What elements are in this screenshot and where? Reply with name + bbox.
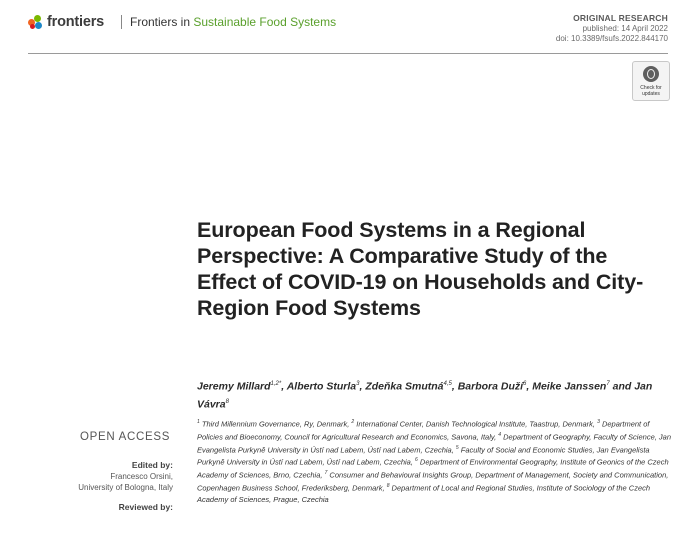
author-list xyxy=(197,377,672,412)
check-for-updates-button[interactable] xyxy=(632,61,670,101)
affiliation-text: Third Millennium Governance, Ry, Denmark, xyxy=(199,419,352,429)
author-name[interactable]: Jeremy Millard xyxy=(197,380,271,393)
doi[interactable]: doi: 10.3389/fsufs.2022.844170 xyxy=(555,34,668,43)
check-updates-label: Check for updates xyxy=(640,85,662,97)
author-name[interactable]: Alberto Sturla xyxy=(286,380,357,393)
affiliation-number: 7 xyxy=(324,470,328,477)
author-affiliation-number: 8 xyxy=(225,398,229,405)
author-separator: , xyxy=(359,380,366,393)
author-affiliation-number: 4,5 xyxy=(443,381,452,387)
edited-by-label: Edited by: xyxy=(131,460,173,470)
author-separator: and xyxy=(609,380,635,393)
affiliation-number: 8 xyxy=(386,482,390,489)
logo-text: frontiers xyxy=(47,14,105,30)
frontiers-logo[interactable] xyxy=(28,14,104,30)
affiliation-text: Consumer and Behavioural Insights Group, Department of Management, Society and Communication, Copenhagen Business School, Frederiksberg, Denmark, xyxy=(197,470,669,493)
author-affiliation-number: 6 xyxy=(523,381,527,387)
reviewed-by-label: Reviewed by: xyxy=(118,502,173,512)
affiliations xyxy=(197,417,673,505)
affiliation-number: 6 xyxy=(415,457,418,464)
affiliation-number: 4 xyxy=(498,431,502,438)
frontiers-logo-icon xyxy=(28,15,43,30)
author-separator: , xyxy=(451,380,458,393)
author-affiliation-number: 1,2* xyxy=(270,381,282,387)
affiliation-number: 2 xyxy=(351,419,355,425)
author-name[interactable]: Jan Vávra xyxy=(197,380,653,410)
editor-affiliation: University of Bologna, Italy xyxy=(78,483,173,492)
published-date: published: 14 April 2022 xyxy=(582,24,668,33)
journal-prefix: Frontiers in xyxy=(130,15,194,29)
article-meta xyxy=(556,13,668,44)
open-access-label: OPEN ACCESS xyxy=(80,431,171,443)
author-name[interactable]: Barbora Duží xyxy=(457,380,524,393)
header-divider xyxy=(28,53,668,54)
edited-by-section xyxy=(28,460,173,493)
affiliation-text: Department of Geography, Faculty of Science, Jan Evangelista Purkyně University in Ústí nad Labem, Ústí nad Labem, Czechia, xyxy=(197,432,671,455)
author-name[interactable]: Meike Janssen xyxy=(532,380,607,393)
author-affiliation-number: 7 xyxy=(606,381,610,387)
author-affiliation-number: 3 xyxy=(356,381,360,387)
author-name[interactable]: Zdeňka Smutná xyxy=(365,380,444,393)
author-separator: , xyxy=(526,380,533,393)
affiliation-number: 1 xyxy=(197,419,200,425)
editor-name: Francesco Orsini, xyxy=(110,472,173,481)
journal-accent: Sustainable Food Systems xyxy=(193,15,337,29)
check-updates-icon xyxy=(643,66,659,82)
affiliation-number: 3 xyxy=(597,419,600,425)
author-separator: , xyxy=(281,380,287,393)
article-type: ORIGINAL RESEARCH xyxy=(573,13,668,23)
journal-name[interactable] xyxy=(121,15,336,29)
affiliation-text: Department of Policies and Bioeconomy, Council for Agricultural Research and Economics, Savona, Italy, xyxy=(197,419,650,442)
affiliation-text: Faculty of Social and Economic Studies, Jan Evangelista Purkyně University in Ústí nad Labem, Ústí nad Labem, Czechia, xyxy=(197,445,650,467)
reviewed-by-section xyxy=(28,502,173,513)
affiliation-text: International Center, Danish Technological Institute, Taastrup, Denmark, xyxy=(354,419,598,429)
affiliation-number: 5 xyxy=(455,444,459,451)
affiliation-text: Department of Environmental Geography, Institute of Geonics of the Czech Academy of Sciences, Brno, Czechia, xyxy=(197,457,669,480)
article-title: European Food Systems in a Regional Perspective: A Comparative Study of the Effect of COVID-19 on Households and City-Region Food Systems xyxy=(197,218,644,320)
affiliation-text: Department of Local and Regional Studies, Institute of Sociology of the Czech Academy of Sciences, Prague, Czechia xyxy=(197,483,651,504)
